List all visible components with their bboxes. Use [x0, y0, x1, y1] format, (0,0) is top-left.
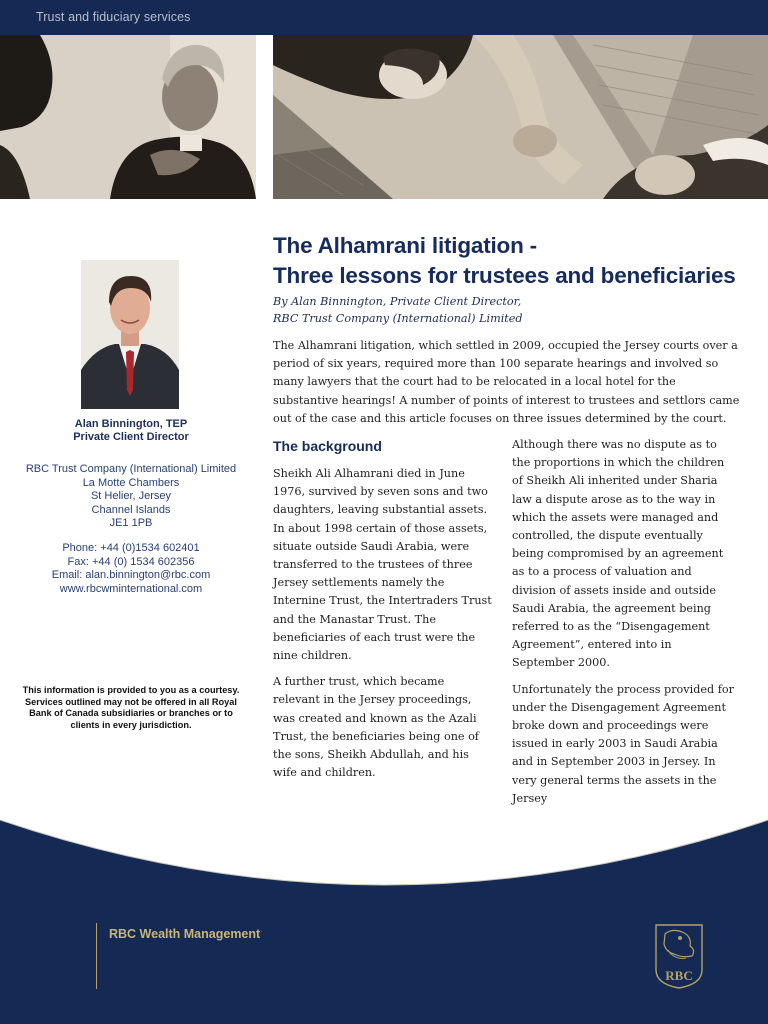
meeting-photo-illustration [0, 35, 256, 199]
byline-line-2: RBC Trust Company (International) Limited [273, 312, 523, 325]
email-link[interactable]: Email: alan.binnington@rbc.com [51, 569, 211, 581]
address-block [0, 463, 262, 531]
company-name: RBC Trust Company (International) Limited [25, 463, 237, 475]
section-heading-background: The background [273, 438, 382, 454]
paragraph: Unfortunately the process provided for under the Disengagement Agreement broke down and proceedings were issued in early 2003 in Saudi Arabia and in September 2003 in Jersey. In very general terms the assets in the Jersey [512, 682, 734, 805]
phone-number: Phone: +44 (0)1534 602401 [62, 542, 200, 554]
footer-divider [96, 923, 97, 989]
rbc-lion-logo [652, 922, 706, 990]
contact-details-block [0, 542, 262, 596]
paragraph: Sheikh Ali Alhamrani died in June 1976, survived by seven sons and two daughters, leaving substantial assets. In about 1998 certain of those assets, situate outside Saudi Arabia, were transferred to the trustees of three Jersey settlements namely the Internine Trust, the Intertraders Trust and the Manastar Trust. The beneficiaries of each trust were the nine children. [273, 467, 492, 663]
postcode: JE1 1PB [109, 517, 153, 529]
fax-number: Fax: +44 (0) 1534 602356 [67, 555, 195, 568]
paragraph: A further trust, which became relevant in the Jersey proceedings, was created and known as the Azali Trust, the beneficiaries being one of the sons, Sheikh Abdullah, and his wife and children. [273, 675, 479, 780]
article-column-right [512, 436, 736, 816]
address-line-3: Channel Islands [91, 503, 171, 516]
article-column-left [273, 437, 493, 790]
author-role: Private Client Director [73, 431, 189, 443]
logo-text: RBC [665, 968, 693, 983]
author-portrait [81, 260, 179, 409]
address-line-1: La Motte Chambers [82, 476, 180, 489]
footer-band [0, 800, 768, 1024]
top-bar [0, 0, 768, 35]
author-portrait-illustration [81, 260, 179, 409]
article-title-line-2: Three lessons for trustees and beneficiaries [273, 263, 736, 288]
article-intro: The Alhamrani litigation, which settled in 2009, occupied the Jersey courts over a period of six years, required more than 100 separate hearings and involved so many lawyers that the court had to be relocated in a local hotel for the substantive hearings! A number of points of interest to trustees and settlors came out of the case and this article focuses on three issues determined by the court. [273, 339, 740, 425]
header-photo-meeting [0, 35, 256, 199]
article-title [273, 231, 753, 291]
author-name: Alan Binnington, TEP [74, 418, 188, 430]
author-name-block [0, 418, 262, 444]
byline-line-1: By Alan Binnington, Private Client Director, [273, 295, 522, 308]
website-link[interactable]: www.rbcwminternational.com [59, 582, 203, 595]
article-byline [273, 293, 753, 327]
address-line-2: St Helier, Jersey [90, 490, 172, 502]
header-photo-handshake [273, 35, 768, 199]
section-label: Trust and fiduciary services [36, 10, 191, 24]
disclaimer-text: This information is provided to you as a courtesy. Services outlined may not be offered in all Royal Bank of Canada subsidiaries or branches or to clients in every jurisdiction. [22, 685, 240, 730]
article-title-line-1: The Alhamrani litigation - [273, 233, 537, 258]
handshake-photo-illustration [273, 35, 768, 199]
brand-wordmark: RBC Wealth Management· [109, 927, 263, 941]
paragraph: Although there was no dispute as to the proportions in which the children of Sheikh Ali inherited under Sharia law a dispute arose as to the way in which the assets were managed and controlled, the dispute eventually being compromised by an agreement as to a process of valuation and division of assets inside and outside Saudi Arabia, the agreement being referred to as the “Disengagement Agreement”, entered into in September 2000. [512, 438, 725, 670]
rbc-shield-icon [652, 922, 706, 990]
